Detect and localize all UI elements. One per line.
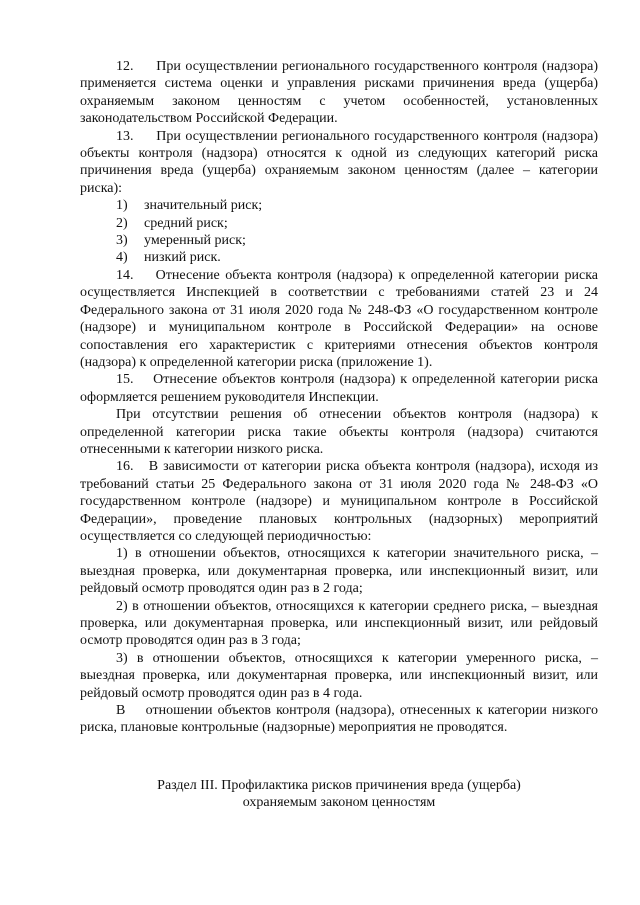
paragraph-14: 14. Отнесение объекта контроля (надзора) к определенной категории риска осуществляется Инспекцией в соответствии с требованиями статей 23 и 24 Федерального закона от 31 июля 2020 года № 248-ФЗ «О государственном контроле (надзоре) и муниципальном контроле в Российской Федерации» на основе сопоставления его характеристик с критериями отнесения объектов контроля (надзора) к определенной категории риска (приложение 1). <box>80 267 598 370</box>
paragraph-15-continued: При отсутствии решения об отнесении объектов контроля (надзора) к определенной категории риска такие объекты контроля (надзора) считаются отнесенными к категории низкого риска. <box>80 407 598 457</box>
list-item <box>80 215 598 232</box>
list-item-text: низкий риск. <box>144 250 221 266</box>
paragraph-16-item-2: 2) в отношении объектов, относящихся к категории среднего риска, – выездная проверка, или документарная проверка, или инспекционный визит, или рейдовый осмотр проводятся один раз в 3 года; <box>80 598 598 649</box>
list-item-text: значительный риск; <box>144 198 263 214</box>
section-heading <box>80 777 598 812</box>
section-heading-line-1: Раздел III. Профилактика рисков причинения вреда (ущерба) <box>157 777 521 793</box>
paragraph-16-item-1: 1) в отношении объектов, относящихся к категории значительного риска, – выездная проверка, или документарная проверка, или инспекционный визит, или рейдовый осмотр проводятся один раз в 2 года; <box>80 546 598 597</box>
paragraph-16-item-3: 3) в отношении объектов, относящихся к категории умеренного риска, – выездная проверка, или документарная проверка, или инспекционный визит, или рейдовый осмотр проводятся один раз в 4 года. <box>80 650 598 701</box>
paragraph-12: 12. При осуществлении регионального государственного контроля (надзора) применяется система оценки и управления рисками причинения вреда (ущерба) охраняемым законом ценностям с учетом особенностей, установленных законодательством Российской Федерации. <box>80 59 598 127</box>
list-item-text: средний риск; <box>144 215 228 231</box>
list-item-number: 1) <box>116 198 128 214</box>
list-item-number: 4) <box>116 250 128 266</box>
paragraph-15: 15. Отнесение объектов контроля (надзора) к определенной категории риска оформляется решением руководителя Инспекции. <box>80 372 598 405</box>
list-item <box>80 249 598 266</box>
paragraph-13: 13. При осуществлении регионального государственного контроля (надзора) объекты контроля (надзора) относятся к одной из следующих категорий риска причинения вреда (ущерба) охраняемым законом ценностям (далее – категории риска): <box>80 128 598 196</box>
paragraph-16: 16. В зависимости от категории риска объекта контроля (надзора), исходя из требований статьи 25 Федерального закона от 31 июля 2020 года № 248-ФЗ «О государственном контроле (надзоре) и муниципальном контроле в Российской Федерации», проведение плановых контрольных (надзорных) мероприятий осуществляется со следующей периодичностью: <box>80 459 598 544</box>
list-item <box>80 232 598 249</box>
section-heading-line-2: охраняемым законом ценностям <box>242 795 436 811</box>
paragraph-16-low-risk: В отношении объектов контроля (надзора), отнесенных к категории низкого риска, плановые контрольные (надзорные) мероприятия не проводятся. <box>80 703 598 736</box>
list-item-number: 2) <box>116 215 128 231</box>
list-item-number: 3) <box>116 233 128 249</box>
list-item-text: умеренный риск; <box>144 233 246 249</box>
risk-category-list <box>80 197 598 267</box>
list-item <box>80 197 598 214</box>
